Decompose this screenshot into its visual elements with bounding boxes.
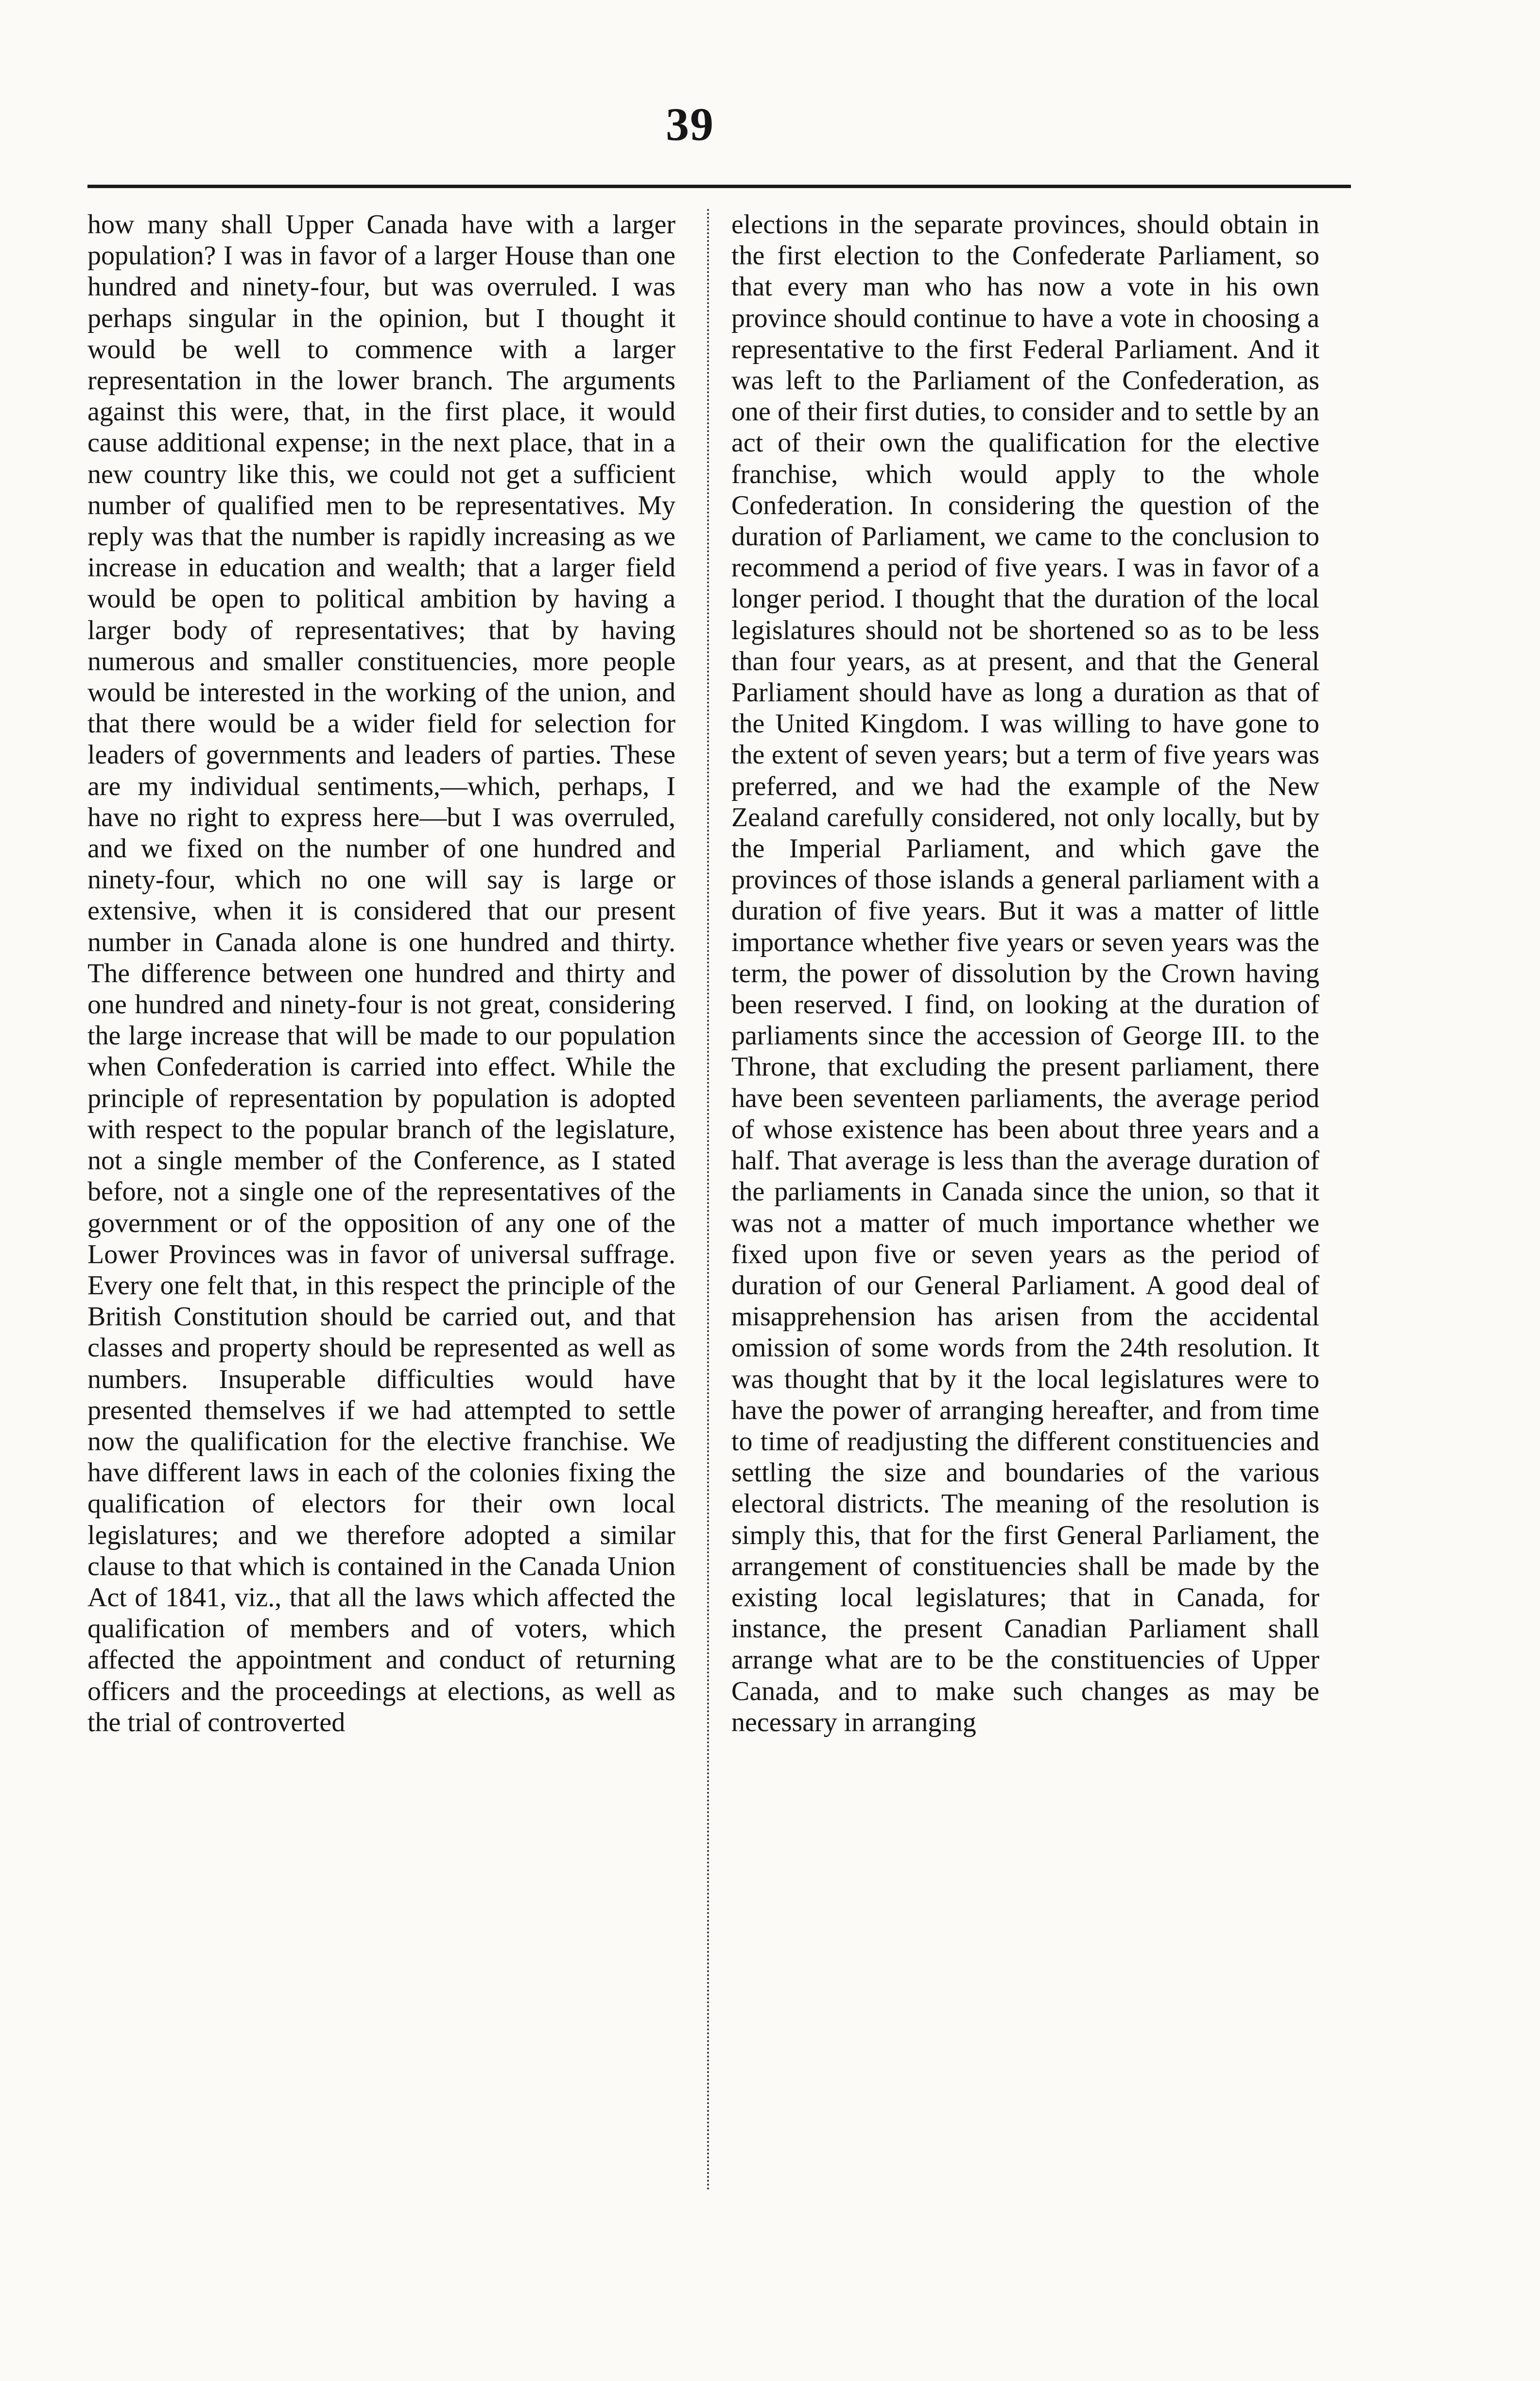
page-number: 39 — [666, 98, 714, 150]
right-column — [731, 209, 1319, 2153]
left-column — [87, 209, 675, 2153]
header-rule — [87, 185, 1351, 188]
right-column-text: elections in the separate provinces, should obtain in the first election to the Confederate Parliament, so that every man who has now a vote in his own province should continue to have a vote in choosing a representative to the first Federal Parliament. And it was left to the Parliament of the Confederation, as one of their first duties, to consider and to settle by an act of their own the qualification for the elective franchise, which would apply to the whole Confederation. In considering the question of the duration of Parliament, we came to the conclusion to recommend a period of five years. I was in favor of a longer period. I thought that the duration of the local legislatures should not be shortened so as to be less than four years, as at present, and that the General Parliament should have as long a duration as that of the United Kingdom. I was willing to have gone to the extent of seven years; but a term of five years was preferred, and we had the example of the New Zealand carefully considered, not only locally, but by the Imperial Parliament, and which gave the provinces of those islands a general parliament with a duration of five years. But it was a matter of little importance whether five years or seven years was the term, the power of dissolution by the Crown having been reserved. I find, on looking at the duration of parliaments since the accession of George III. to the Throne, that excluding the present parliament, there have been seventeen parliaments, the average period of whose existence has been about three years and a half. That average is less than the average duration of the parliaments in Canada since the union, so that it was not a matter of much importance whether we fixed upon five or seven years as the period of duration of our General Parliament. A good deal of misapprehension has arisen from the accidental omission of some words from the 24th resolution. It was thought that by it the local legislatures were to have the power of arranging hereafter, and from time to time of readjusting the different constituencies and settling the size and boundaries of the various electoral districts. The meaning of the resolution is simply this, that for the first General Parliament, the arrangement of constituencies shall be made by the existing local legislatures; that in Canada, for instance, the present Canadian Parliament shall arrange what are to be the constituencies of Upper Canada, and to make such changes as may be necessary in arranging — [731, 209, 1319, 1738]
left-column-text: how many shall Upper Canada have with a larger population? I was in favor of a larger House than one hundred and ninety-four, but was overruled. I was perhaps singular in the opinion, but I thought it would be well to commence with a larger representation in the lower branch. The arguments against this were, that, in the first place, it would cause additional expense; in the next place, that in a new country like this, we could not get a sufficient number of qualified men to be representatives. My reply was that the number is rapidly increasing as we increase in education and wealth; that a larger field would be open to political ambition by having a larger body of representatives; that by having numerous and smaller constituencies, more people would be interested in the working of the union, and that there would be a wider field for selection for leaders of governments and leaders of parties. These are my individual sentiments,—which, perhaps, I have no right to express here—but I was overruled, and we fixed on the number of one hundred and ninety-four, which no one will say is large or extensive, when it is considered that our present number in Canada alone is one hundred and thirty. The difference between one hundred and thirty and one hundred and ninety-four is not great, considering the large increase that will be made to our population when Confederation is carried into effect. While the principle of representation by population is adopted with respect to the popular branch of the legislature, not a single member of the Conference, as I stated before, not a single one of the representatives of the government or of the opposition of any one of the Lower Provinces was in favor of universal suffrage. Every one felt that, in this respect the principle of the British Constitution should be carried out, and that classes and property should be represented as well as numbers. Insuperable difficulties would have presented themselves if we had attempted to settle now the qualification for the elective franchise. We have different laws in each of the colonies fixing the qualification of electors for their own local legislatures; and we therefore adopted a similar clause to that which is contained in the Canada Union Act of 1841, viz., that all the laws which affected the qualification of members and of voters, which affected the appointment and conduct of returning officers and the proceedings at elections, as well as the trial of controverted — [87, 209, 675, 1738]
column-divider — [707, 209, 709, 2192]
